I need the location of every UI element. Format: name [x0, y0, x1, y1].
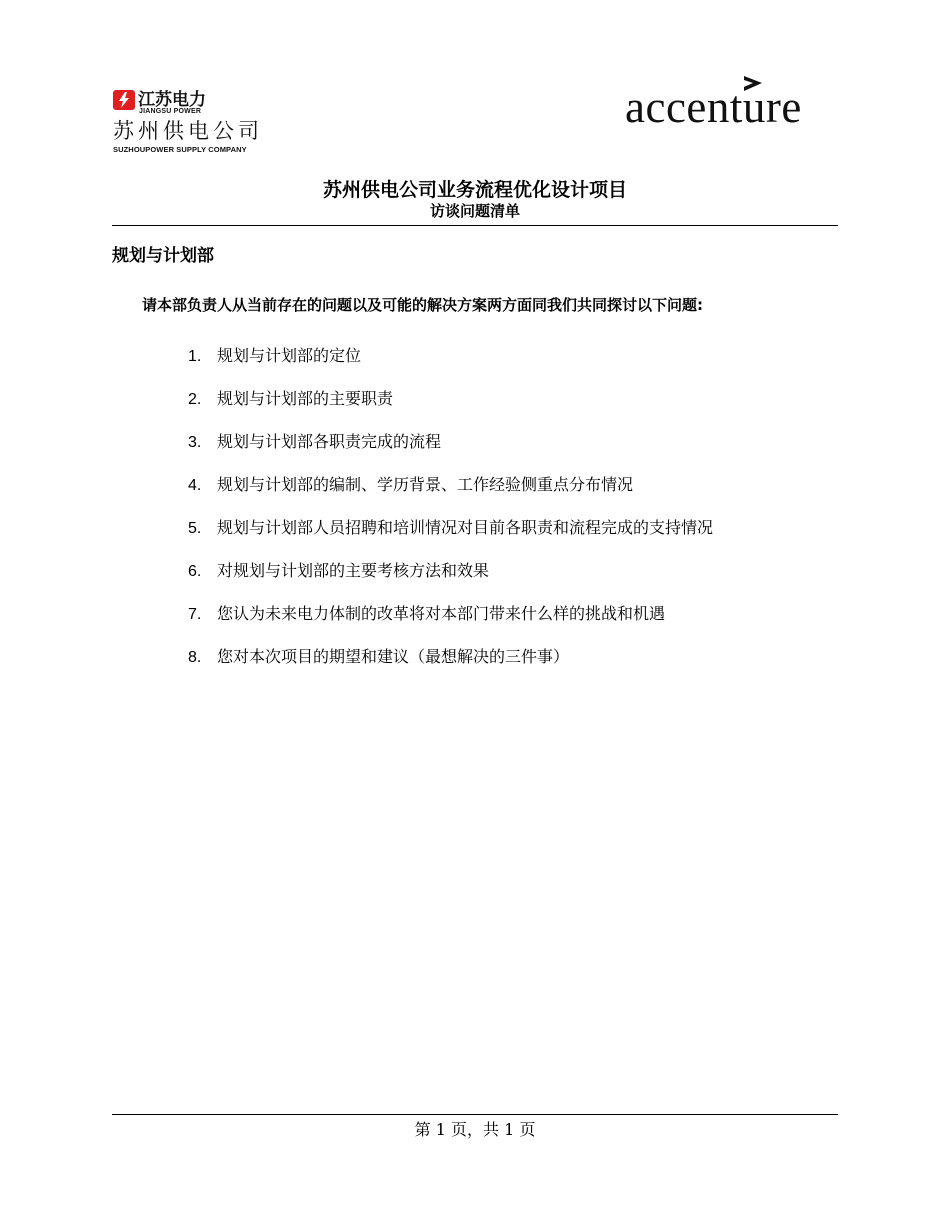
question-number: 6.	[188, 563, 202, 580]
list-item	[180, 431, 830, 474]
question-text: 规划与计划部的主要职责	[217, 389, 394, 408]
suzhou-power-logo	[113, 90, 288, 160]
header-divider	[112, 225, 838, 226]
question-text: 规划与计划部的定位	[217, 346, 362, 365]
department-heading: 规划与计划部	[112, 246, 214, 266]
question-text: 规划与计划部的编制、学历背景、工作经验侧重点分布情况	[217, 475, 634, 494]
question-number: 8.	[188, 649, 202, 666]
instruction-text: 请本部负责人从当前存在的问题以及可能的解决方案两方面同我们共同探讨以下问题:	[142, 296, 704, 314]
document-title: 苏州供电公司业务流程优化设计项目	[322, 179, 627, 201]
question-list	[180, 345, 830, 689]
list-item	[180, 646, 830, 689]
brand-cn-text: 江苏电力	[138, 90, 206, 110]
company-en-text: SUZHOUPOWER SUPPLY COMPANY	[113, 145, 247, 154]
question-text: 您认为未来电力体制的改革将对本部门带来什么样的挑战和机遇	[217, 604, 666, 623]
brand-en-text: JIANGSU POWER	[139, 108, 202, 115]
jiangsu-power-brand	[113, 90, 288, 110]
footer-divider	[112, 1114, 838, 1115]
list-item	[180, 345, 830, 388]
question-number: 4.	[188, 477, 202, 494]
question-number: 2.	[188, 391, 202, 408]
list-item	[180, 474, 830, 517]
list-item	[180, 603, 830, 646]
question-number: 5.	[188, 520, 202, 537]
list-item	[180, 388, 830, 431]
document-subtitle: 访谈问题清单	[429, 202, 520, 220]
question-text: 规划与计划部人员招聘和培训情况对目前各职责和流程完成的支持情况	[217, 518, 714, 537]
question-text: 规划与计划部各职责完成的流程	[217, 432, 442, 451]
accenture-wordmark: accenture	[625, 82, 802, 132]
question-text: 对规划与计划部的主要考核方法和效果	[217, 561, 490, 580]
question-number: 7.	[188, 606, 202, 623]
list-item	[180, 517, 830, 560]
accenture-logo	[620, 70, 840, 130]
company-cn-text: 苏州供电公司	[113, 119, 263, 143]
page-number: 第 1 页，共 1 页	[414, 1120, 536, 1139]
jiangsu-power-lightning-icon	[113, 90, 135, 110]
question-text: 您对本次项目的期望和建议（最想解决的三件事）	[217, 647, 570, 666]
question-number: 3.	[188, 434, 202, 451]
list-item	[180, 560, 830, 603]
title-block	[112, 178, 838, 220]
question-number: 1.	[188, 348, 202, 365]
